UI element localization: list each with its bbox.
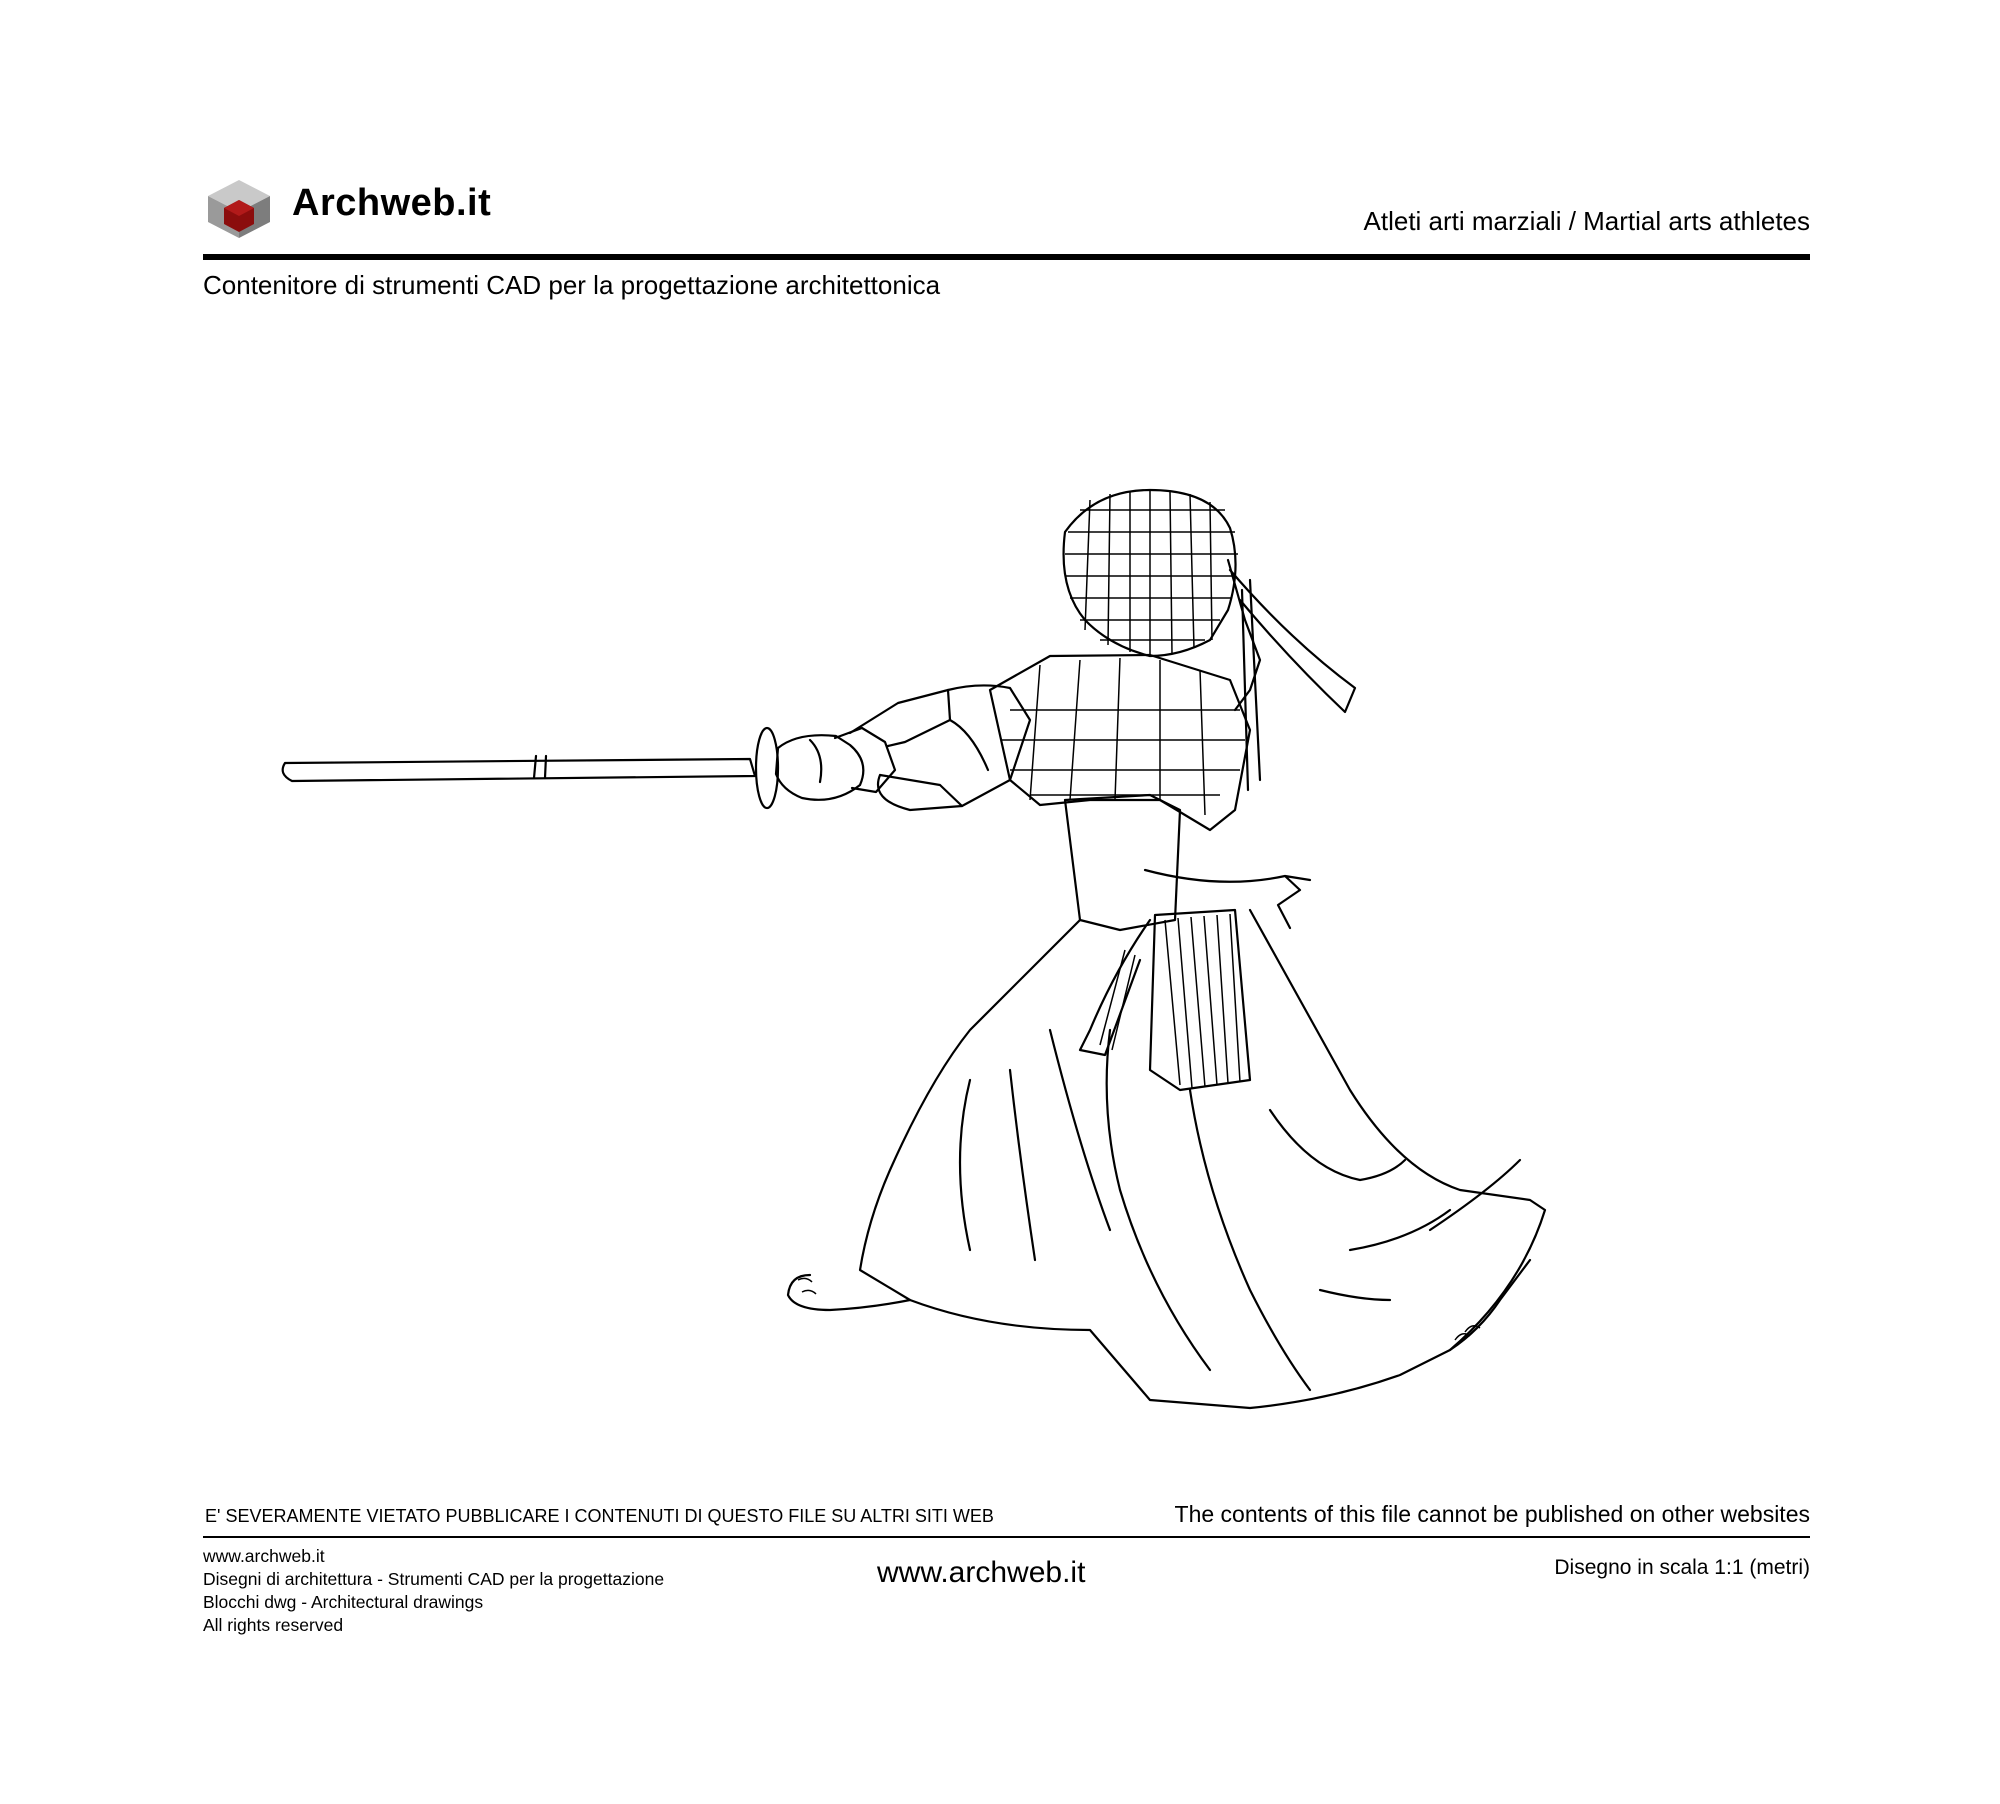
site-url: www.archweb.it xyxy=(877,1556,1086,1589)
credits-line: Blocchi dwg - Architectural drawings xyxy=(203,1592,484,1612)
scale-note: Disegno in scala 1:1 (metri) xyxy=(1554,1556,1810,1579)
logo-text: Archweb.it xyxy=(292,182,492,224)
kendo-athlete-drawing-icon xyxy=(250,470,1570,1410)
credits-line: Disegni di architettura - Strumenti CAD per la progettazione xyxy=(203,1569,665,1589)
sheet-title: Atleti arti marziali / Martial arts athletes xyxy=(1363,206,1810,236)
copyright-warning-italian: E' SEVERAMENTE VIETATO PUBBLICARE I CONTENUTI DI QUESTO FILE SU ALTRI SITI WEB xyxy=(205,1506,994,1526)
copyright-warning-english: The contents of this file cannot be published on other websites xyxy=(1174,1501,1810,1527)
credits-line: All rights reserved xyxy=(203,1615,344,1635)
header-divider xyxy=(203,254,1810,260)
credits-block xyxy=(203,1545,664,1637)
archweb-logo-icon xyxy=(206,178,272,240)
tagline: Contenitore di strumenti CAD per la progettazione architettonica xyxy=(203,270,941,300)
credits-line: www.archweb.it xyxy=(203,1546,325,1566)
footer-divider xyxy=(203,1536,1810,1538)
